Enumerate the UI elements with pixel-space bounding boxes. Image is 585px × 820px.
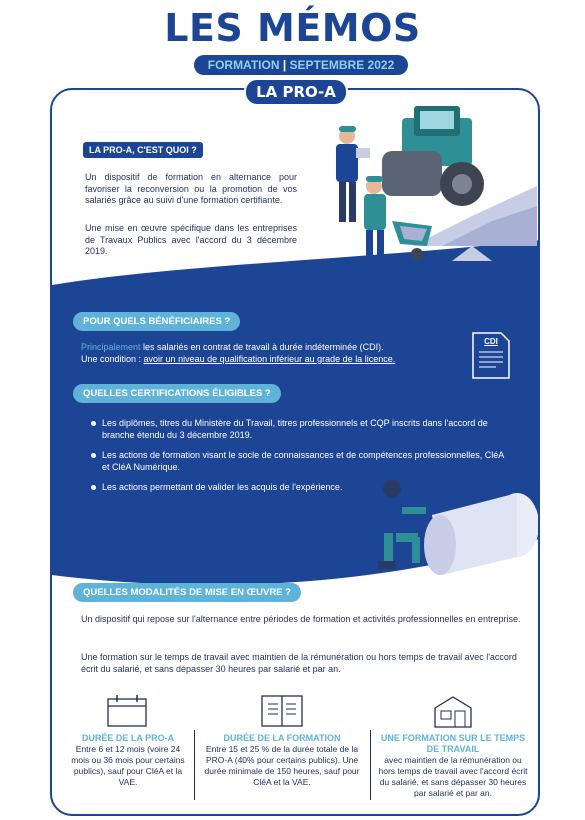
page-title: LES MÉMOS: [164, 6, 421, 50]
subtitle-category: FORMATION: [207, 58, 280, 72]
condition-prefix: Une condition :: [81, 354, 144, 364]
section-heading-certifications: QUELLES CERTIFICATIONS ÉLIGIBLES ?: [73, 384, 281, 403]
condition-text: avoir un niveau de qualification inférieur au grade de la licence.: [143, 354, 396, 364]
beneficiaries-line2: [81, 354, 461, 366]
cdi-label: CDI: [484, 337, 498, 346]
calendar-icon: [106, 694, 148, 728]
section-what-para1: Un dispositif de formation en alternance pour favoriser la reconversion ou la promotion de vos salariés grâce au suivi d'une formation certifiante.: [85, 172, 297, 205]
column-divider: [194, 730, 195, 800]
book-icon: [260, 694, 304, 728]
construction-workers-illustration: [322, 96, 537, 281]
modalities-para2: Une formation sur le temps de travail avec maintien de la rémunération ou hors temps de travail avec l'accord écrit du salarié, et sans dépasser 30 heures par salarié et par an.: [81, 652, 517, 674]
subtitle-pill: [194, 55, 408, 75]
column-text: Entre 6 et 12 mois (voire 24 mois ou 36 mois pour certains publics), sauf pour CléA et la VAE.: [71, 744, 185, 787]
column-title: DURÉE DE LA FORMATION: [223, 733, 341, 743]
column-text: Entre 15 et 25 % de la durée totale de la PRO-A (40% pour certains publics). Une durée minimale de 150 heures, sauf pour CléA et la VAE.: [204, 744, 360, 787]
info-column-duration-training: [200, 733, 364, 788]
topic-pill: LA PRO-A: [244, 78, 348, 106]
beneficiaries-line1: [81, 342, 461, 354]
section-what-para2: Une mise en œuvre spécifique dans les entreprises de Travaux Publics avec l'accord du 3 décembre 2019.: [85, 223, 297, 256]
beneficiaries-accent: Principalement: [81, 342, 141, 352]
column-title: UNE FORMATION SUR LE TEMPS DE TRAVAIL: [380, 733, 526, 754]
section-heading-modalities: QUELLES MODALITÉS DE MISE EN ŒUVRE ?: [73, 583, 301, 602]
info-column-work-time: [377, 733, 529, 799]
column-divider: [370, 730, 371, 800]
list-item: Les diplômes, titres du Ministère du Travail, titres professionnels et CQP inscrits dans l'accord de branche étendu du 3 décembre 2019.: [88, 418, 508, 441]
info-column-duration-proa: [66, 733, 190, 788]
beneficiaries-text: les salariés en contrat de travail à durée indéterminée (CDI).: [140, 342, 384, 352]
list-item: Les actions permettant de valider les acquis de l'expérience.: [88, 482, 508, 494]
memo-card: [50, 88, 540, 816]
building-icon: [432, 694, 474, 730]
section-heading-beneficiaries: POUR QUELS BÉNÉFICIAIRES ?: [73, 312, 240, 331]
subtitle-separator: |: [282, 58, 287, 72]
section-heading-what: LA PRO-A, C'EST QUOI ?: [83, 142, 203, 158]
modalities-para1: Un dispositif qui repose sur l'alternance entre périodes de formation et activités professionnelles en entreprise.: [81, 614, 521, 624]
list-item: Les actions de formation visant le socle de connaissances et de compétences professionnelles, CléA et CléA Numérique.: [88, 450, 508, 473]
subtitle-date: SEPTEMBRE 2022: [289, 58, 395, 72]
certifications-list: [88, 418, 508, 503]
column-title: DURÉE DE LA PRO-A: [81, 733, 175, 743]
column-text: avec maintien de la rémunération ou hors temps de travail avec l'accord écrit du salarié, et sans dépasser 30 heures par salarié et par an.: [378, 755, 528, 798]
